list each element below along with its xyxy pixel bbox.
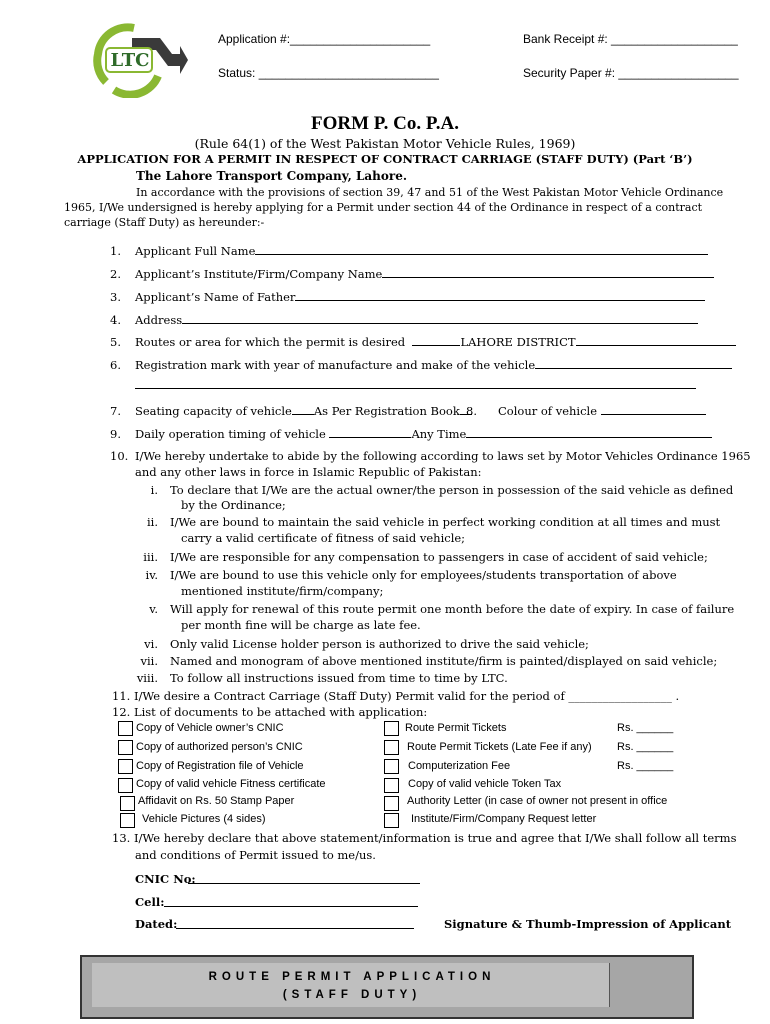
ltc-logo [88, 20, 188, 98]
status-field[interactable]: Status: ___________________________ [218, 66, 439, 80]
item-father-name[interactable] [110, 289, 700, 304]
item-registration[interactable] [110, 357, 700, 372]
undertaking-vii: vii. Named and monogram of above mentioned institute/firm is painted/displayed on said vehicle; [140, 654, 718, 668]
checkbox-owner-cnic[interactable] [118, 721, 133, 736]
checkbox-token-tax[interactable] [384, 778, 399, 793]
item-colour[interactable] [466, 403, 706, 418]
dated-input-line[interactable] [176, 928, 414, 929]
rule-reference: (Rule 64(1) of the West Pakistan Motor Vehicle Rules, 1969) [194, 136, 576, 151]
bank-receipt-field[interactable]: Bank Receipt #: ___________________ [523, 32, 738, 46]
checkbox-affidavit[interactable] [120, 796, 135, 811]
doc-authorized-cnic: Copy of authorized person’s CNIC [136, 741, 303, 753]
logo-text: LTC [110, 50, 150, 71]
item-address[interactable] [110, 312, 700, 327]
doc-route-permit-tickets: Route Permit Tickets [405, 722, 507, 734]
undertaking-v: v. Will apply for renewal of this route permit one month before the date of expiry. In case of failure [149, 602, 735, 616]
item-number: 9. [110, 427, 121, 441]
doc-owner-cnic: Copy of Vehicle owner’s CNIC [136, 722, 284, 734]
item-label: List of documents to be attached with application: [133, 705, 428, 719]
checkbox-authorized-cnic[interactable] [118, 740, 133, 755]
routes-line[interactable] [576, 334, 736, 346]
checkbox-vehicle-pictures[interactable] [120, 813, 135, 828]
item-number: 13. [112, 831, 131, 845]
item-label: I/We hereby declare that above statement/information is true and agree that I/We shall follow all terms [133, 831, 737, 845]
undertaking-vi: vi. Only valid License holder person is authorized to drive the said vehicle; [144, 637, 589, 651]
registration-line-2[interactable] [135, 377, 696, 389]
undertaking-iii: iii. I/We are responsible for any compensation to passengers in case of accident of said vehicle; [143, 550, 708, 564]
form-title: FORM P. Co. P.A. [311, 113, 459, 134]
declaration-line-2: and conditions of Permit issued to me/us. [135, 848, 376, 862]
checkbox-fitness-certificate[interactable] [118, 778, 133, 793]
routes-value: LAHORE DISTRICT [460, 335, 576, 349]
footer-side-panel [609, 963, 684, 1007]
item-label: Colour of vehicle [498, 404, 598, 418]
seating-blank[interactable] [292, 403, 314, 415]
intro-line-3: carriage (Staff Duty) as hereunder:- [64, 216, 265, 229]
cell-label: Cell: [135, 895, 165, 909]
colour-line[interactable] [601, 403, 706, 415]
item-number: 5. [110, 335, 121, 349]
doc-registration-file: Copy of Registration file of Vehicle [136, 760, 304, 772]
addressee: The Lahore Transport Company, Lahore. [136, 169, 408, 183]
address-line[interactable] [182, 312, 698, 324]
checkbox-registration-file[interactable] [118, 759, 133, 774]
item-applicant-name[interactable] [110, 243, 700, 258]
checkbox-computerization-fee[interactable] [384, 759, 399, 774]
item-label: Daily operation timing of vehicle [135, 427, 326, 441]
item-number: 10. [110, 449, 129, 463]
signature-label: Signature & Thumb-Impression of Applicant [444, 917, 732, 931]
routes-blank[interactable] [412, 334, 460, 346]
item-label: Address [135, 313, 183, 327]
doc-vehicle-pictures: Vehicle Pictures (4 sides) [142, 813, 266, 825]
checkbox-route-permit-tickets[interactable] [384, 721, 399, 736]
item-label: Applicant’s Name of Father [135, 290, 296, 304]
item-declaration [112, 831, 736, 845]
doc-computerization-fee: Computerization Fee [408, 760, 511, 772]
item-label: Seating capacity of vehicle [135, 404, 292, 418]
doc-request-letter: Institute/Firm/Company Request letter [411, 813, 597, 825]
item-operation-timing[interactable] [110, 426, 700, 441]
doc-authority-letter: Authority Letter (in case of owner not present in office [407, 795, 668, 807]
footer-line-1: ROUTE PERMIT APPLICATION [208, 971, 496, 983]
undertaking-iv-cont: mentioned institute/firm/company; [181, 584, 384, 598]
cnic-label: CNIC No: [135, 872, 196, 886]
intro-line-1: In accordance with the provisions of section 39, 47 and 51 of the West Pakistan Motor Vehicle Ordinance [136, 186, 724, 199]
item-number: 12. [112, 705, 131, 719]
item-label: I/We hereby undertake to abide by the following according to laws set by Motor Vehicles Ordinance 1965 [135, 449, 751, 463]
item-label: I/We desire a Contract Carriage (Staff Duty) Permit valid for the period of __________________ . [133, 689, 680, 703]
item-label: Registration mark with year of manufacture and make of the vehicle [135, 358, 536, 372]
seating-value: As Per Registration Book [313, 404, 460, 418]
item-documents [112, 705, 427, 719]
footer-banner [80, 955, 694, 1019]
item-number: 8. [466, 404, 477, 418]
footer-title-panel [92, 963, 612, 1007]
item-label: Applicant’s Institute/Firm/Company Name [135, 267, 383, 281]
undertaking-i-cont: by the Ordinance; [181, 498, 286, 512]
item-validity-period[interactable] [112, 689, 679, 703]
undertaking-iv: iv. I/We are bound to use this vehicle only for employees/students transportation of above [145, 568, 677, 582]
undertaking-line-2: and any other laws in force in Islamic Republic of Pakistan: [135, 465, 482, 479]
item-number: 3. [110, 290, 121, 304]
doc-affidavit: Affidavit on Rs. 50 Stamp Paper [138, 795, 295, 807]
checkbox-request-letter[interactable] [384, 813, 399, 828]
item-label: Routes or area for which the permit is desired [135, 335, 406, 349]
fee-late-fee-tickets[interactable]: Rs. ______ [617, 741, 674, 753]
undertaking-ii-cont: carry a valid certificate of fitness of said vehicle; [181, 531, 466, 545]
application-number-field[interactable]: Application #:_____________________ [218, 32, 431, 46]
checkbox-authority-letter[interactable] [384, 796, 399, 811]
intro-line-2: 1965, I/We undersigned is hereby applying for a Permit under section 44 of the Ordinance in respect of a contract [64, 201, 703, 214]
institute-name-line[interactable] [382, 266, 714, 278]
fee-computerization[interactable]: Rs. ______ [617, 760, 674, 772]
item-institute-name[interactable] [110, 266, 700, 281]
item-routes[interactable] [110, 334, 700, 349]
item-undertaking [110, 449, 751, 463]
timing-value: Any Time [411, 427, 467, 441]
item-number: 1. [110, 244, 121, 258]
father-name-line[interactable] [295, 289, 705, 301]
security-paper-field[interactable]: Security Paper #: __________________ [523, 66, 739, 80]
undertaking-i: i. To declare that I/We are the actual owner/the person in possession of the said vehicle as defined [150, 483, 734, 497]
doc-late-fee-tickets: Route Permit Tickets (Late Fee if any) [407, 741, 592, 753]
item-number: 4. [110, 313, 121, 327]
doc-fitness-certificate: Copy of valid vehicle Fitness certificate [136, 778, 326, 790]
item-number: 7. [110, 404, 121, 418]
timing-blank[interactable] [329, 426, 411, 438]
doc-token-tax: Copy of valid vehicle Token Tax [408, 778, 562, 790]
checkbox-late-fee-tickets[interactable] [384, 740, 399, 755]
fee-route-permit-tickets[interactable]: Rs. ______ [617, 722, 674, 734]
item-label: Applicant Full Name [135, 244, 256, 258]
timing-line[interactable] [466, 426, 712, 438]
item-number: 11. [112, 689, 131, 703]
undertaking-ii: ii. I/We are bound to maintain the said vehicle in perfect working condition at all times and must [146, 515, 721, 529]
footer-line-2: (STAFF DUTY) [282, 989, 422, 1001]
undertaking-v-cont: per month fine will be charge as late fee. [181, 618, 421, 632]
cell-input-line[interactable] [164, 906, 418, 907]
dated-label: Dated: [135, 917, 178, 931]
item-number: 2. [110, 267, 121, 281]
cnic-input-line[interactable] [188, 883, 420, 884]
undertaking-viii: viii. To follow all instructions issued from time to time by LTC. [136, 671, 508, 685]
item-number: 6. [110, 358, 121, 372]
applicant-name-line[interactable] [255, 243, 708, 255]
registration-line[interactable] [535, 357, 732, 369]
form-subtitle: APPLICATION FOR A PERMIT IN RESPECT OF CONTRACT CARRIAGE (STAFF DUTY) (Part ‘B’) [77, 152, 693, 166]
